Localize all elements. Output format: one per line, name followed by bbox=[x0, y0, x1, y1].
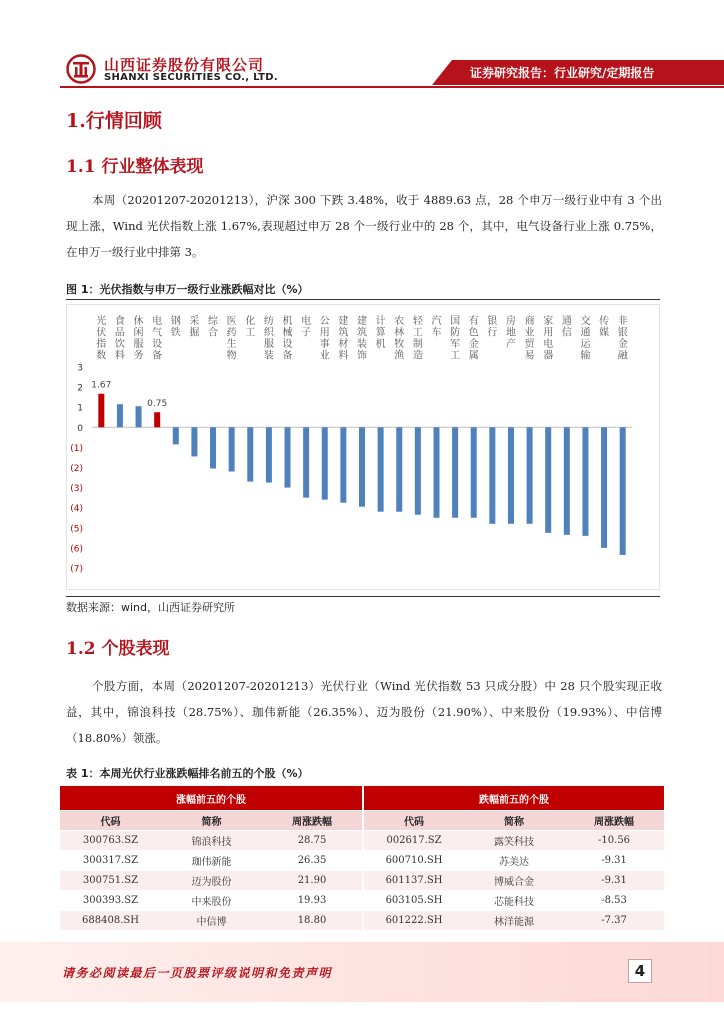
subsection-title-1: 1.1 行业整体表现 bbox=[66, 157, 204, 177]
bar-农林牧渔 bbox=[396, 427, 402, 511]
bar-化工 bbox=[247, 427, 253, 481]
bar-传媒 bbox=[601, 427, 607, 548]
table-cell: 688408.SH bbox=[60, 911, 161, 931]
y-tick-label: 3 bbox=[77, 363, 83, 374]
table-group-header-losers: 跌幅前五的个股 bbox=[363, 786, 664, 811]
report-type-label: 证券研究报告：行业研究/定期报告 bbox=[470, 66, 655, 80]
y-tick-label: 0 bbox=[77, 423, 83, 434]
table-cell: -8.53 bbox=[564, 891, 664, 911]
category-label: 家用电器 bbox=[543, 316, 554, 362]
company-name-en: SHANXI SECURITIES CO., LTD. bbox=[104, 72, 278, 83]
header-banner-wedge bbox=[432, 60, 452, 85]
table-cell: 锦浪科技 bbox=[161, 831, 262, 851]
category-label: 计算机 bbox=[375, 316, 386, 350]
category-label: 有色金属 bbox=[468, 316, 479, 362]
table-cell: 芯能科技 bbox=[464, 891, 564, 911]
category-label: 综合 bbox=[208, 316, 219, 339]
category-label: 汽车 bbox=[431, 316, 442, 339]
page-number: 4 bbox=[628, 959, 652, 983]
table-cell: 中信博 bbox=[161, 911, 262, 931]
bar-轻工制造 bbox=[415, 427, 421, 514]
category-label: 钢铁 bbox=[170, 316, 181, 339]
y-tick-label: 2 bbox=[77, 383, 83, 394]
bar-房地产 bbox=[508, 427, 514, 523]
bar-家用电器 bbox=[545, 427, 551, 533]
bar-纺织服装 bbox=[266, 427, 272, 482]
table-group-header-gainers: 涨幅前五的个股 bbox=[60, 786, 363, 811]
y-tick-label: (6) bbox=[70, 544, 83, 555]
bar-采掘 bbox=[191, 427, 197, 456]
category-label: 机械设备 bbox=[282, 316, 293, 362]
bar-电气设备 bbox=[154, 412, 160, 427]
y-tick-label: (3) bbox=[70, 484, 83, 495]
bar-银行 bbox=[489, 427, 495, 523]
y-tick-label: 1 bbox=[77, 403, 83, 414]
bar-交通运输 bbox=[582, 427, 588, 536]
category-label: 食品饮料 bbox=[114, 316, 125, 362]
footer-disclaimer: 请务必阅读最后一页股票评级说明和免责声明 bbox=[62, 966, 333, 980]
category-label: 采掘 bbox=[189, 316, 200, 339]
table-cell: 19.93 bbox=[262, 891, 363, 911]
category-label: 纺织服装 bbox=[263, 316, 274, 362]
table-row bbox=[60, 871, 664, 891]
category-label: 商业贸易 bbox=[524, 316, 535, 362]
bar-建筑装饰 bbox=[359, 427, 365, 506]
figure-source: 数据来源：wind，山西证券研究所 bbox=[66, 601, 236, 614]
section-title: 1.行情回顾 bbox=[66, 110, 162, 132]
figure-bottom-rule bbox=[66, 596, 660, 597]
table-row bbox=[60, 911, 664, 931]
table-cell: -9.31 bbox=[564, 871, 664, 891]
paragraph-stock-performance: 个股方面，本周（20201207-20201213）光伏行业（Wind 光伏指数 53 只成分股）中 28 只个股实现正收益，其中，锦浪科技（28.75%）、珈伟新能（26.35%）、迈为股份（21.90%）、中来股份（19.93%）、中信博（18.80%）领涨。 bbox=[66, 679, 662, 745]
table-cell: 603105.SH bbox=[363, 891, 464, 911]
y-tick-label: (1) bbox=[70, 443, 83, 454]
category-label: 银行 bbox=[487, 316, 498, 339]
bar-国防军工 bbox=[452, 427, 458, 517]
table-col-header: 代码 bbox=[60, 811, 161, 831]
bar-医药生物 bbox=[229, 427, 235, 471]
bar-chart bbox=[66, 304, 660, 590]
stock-ranking-table bbox=[60, 786, 664, 931]
table-caption: 表 1：本周光伏行业涨跌幅排名前五的个股（%） bbox=[66, 767, 309, 780]
figure-caption: 图 1：光伏指数与申万一级行业涨跌幅对比（%） bbox=[66, 283, 309, 296]
table-cell: 18.80 bbox=[262, 911, 363, 931]
bar-有色金属 bbox=[471, 427, 477, 517]
y-tick-label: (7) bbox=[70, 564, 83, 575]
table-cell: 601222.SH bbox=[363, 911, 464, 931]
table-cell: 26.35 bbox=[262, 851, 363, 871]
y-tick-label: (5) bbox=[70, 524, 83, 535]
category-label: 公用事业 bbox=[319, 316, 330, 362]
table-row bbox=[60, 891, 664, 911]
bar-食品饮料 bbox=[117, 404, 123, 427]
company-name-cn: 山西证券股份有限公司 bbox=[104, 56, 265, 74]
table-cell: 300393.SZ bbox=[60, 891, 161, 911]
table-cell: -9.31 bbox=[564, 851, 664, 871]
table-col-header: 代码 bbox=[363, 811, 464, 831]
y-tick-label: (2) bbox=[70, 464, 83, 474]
category-label: 电子 bbox=[301, 316, 312, 339]
category-label: 房地产 bbox=[505, 316, 516, 350]
table-cell: -7.37 bbox=[564, 911, 664, 931]
category-label: 建筑装饰 bbox=[357, 316, 367, 362]
table-cell: 林洋能源 bbox=[464, 911, 564, 931]
subsection-title-2: 1.2 个股表现 bbox=[66, 639, 170, 659]
bar-电子 bbox=[303, 427, 309, 497]
category-label: 电气设备 bbox=[152, 316, 163, 362]
bar-商业贸易 bbox=[527, 427, 533, 523]
category-label: 化工 bbox=[245, 316, 256, 339]
category-label: 光伏指数 bbox=[96, 316, 107, 362]
table-cell: 中来股份 bbox=[161, 891, 262, 911]
table-cell: 珈伟新能 bbox=[161, 851, 262, 871]
table-cell: 600710.SH bbox=[363, 851, 464, 871]
y-tick-label: (4) bbox=[70, 504, 83, 515]
category-label: 交通运输 bbox=[580, 316, 591, 362]
table-cell: 28.75 bbox=[262, 831, 363, 851]
data-label: 0.75 bbox=[147, 399, 168, 410]
table-row bbox=[60, 851, 664, 871]
category-label: 非银金融 bbox=[617, 316, 628, 362]
table-cell: 21.90 bbox=[262, 871, 363, 891]
bar-综合 bbox=[210, 427, 216, 468]
table-cell: -10.56 bbox=[564, 831, 664, 851]
company-logo-icon bbox=[66, 54, 96, 84]
table-cell: 苏美达 bbox=[464, 851, 564, 871]
table-cell: 博威合金 bbox=[464, 871, 564, 891]
table-cell: 002617.SZ bbox=[363, 831, 464, 851]
table-cell: 迈为股份 bbox=[161, 871, 262, 891]
bar-非银金融 bbox=[620, 427, 626, 555]
bar-休闲服务 bbox=[136, 406, 142, 427]
table-col-header: 简称 bbox=[464, 811, 564, 831]
table-col-header: 周涨跌幅 bbox=[262, 811, 363, 831]
table-col-header: 周涨跌幅 bbox=[564, 811, 664, 831]
bar-钢铁 bbox=[173, 427, 179, 444]
table-row bbox=[60, 831, 664, 851]
category-label: 轻工制造 bbox=[412, 316, 423, 362]
table-cell: 601137.SH bbox=[363, 871, 464, 891]
bar-公用事业 bbox=[322, 427, 328, 499]
category-label: 休闲服务 bbox=[133, 316, 144, 362]
data-label: 1.67 bbox=[91, 380, 112, 391]
bar-通信 bbox=[564, 427, 570, 535]
figure-top-rule bbox=[66, 299, 660, 300]
category-label: 建筑材料 bbox=[338, 316, 349, 362]
category-label: 农林牧渔 bbox=[394, 316, 405, 362]
category-label: 医药生物 bbox=[226, 316, 237, 362]
category-label: 国防军工 bbox=[450, 316, 461, 362]
bar-计算机 bbox=[378, 427, 384, 511]
bar-光伏指数 bbox=[98, 394, 104, 428]
bar-建筑材料 bbox=[340, 427, 346, 502]
bar-机械设备 bbox=[285, 427, 291, 487]
paragraph-industry-overview: 本周（20201207-20201213），沪深 300 下跌 3.48%，收于 4889.63 点，28 个申万一级行业中有 3 个出现上涨，Wind 光伏指数上涨 1.67%,表现超过申万 28 个一级行业中的 28 个，其中，电气设备行业上涨 0.75%，在申万一级行业中排第 3。 bbox=[66, 193, 662, 259]
table-cell: 300751.SZ bbox=[60, 871, 161, 891]
table-col-header: 简称 bbox=[161, 811, 262, 831]
table-cell: 300763.SZ bbox=[60, 831, 161, 851]
category-label: 传媒 bbox=[599, 316, 610, 339]
table-cell: 300317.SZ bbox=[60, 851, 161, 871]
bar-汽车 bbox=[433, 427, 439, 517]
table-cell: 露笑科技 bbox=[464, 831, 564, 851]
category-label: 通信 bbox=[561, 316, 572, 339]
header-divider bbox=[60, 86, 724, 88]
